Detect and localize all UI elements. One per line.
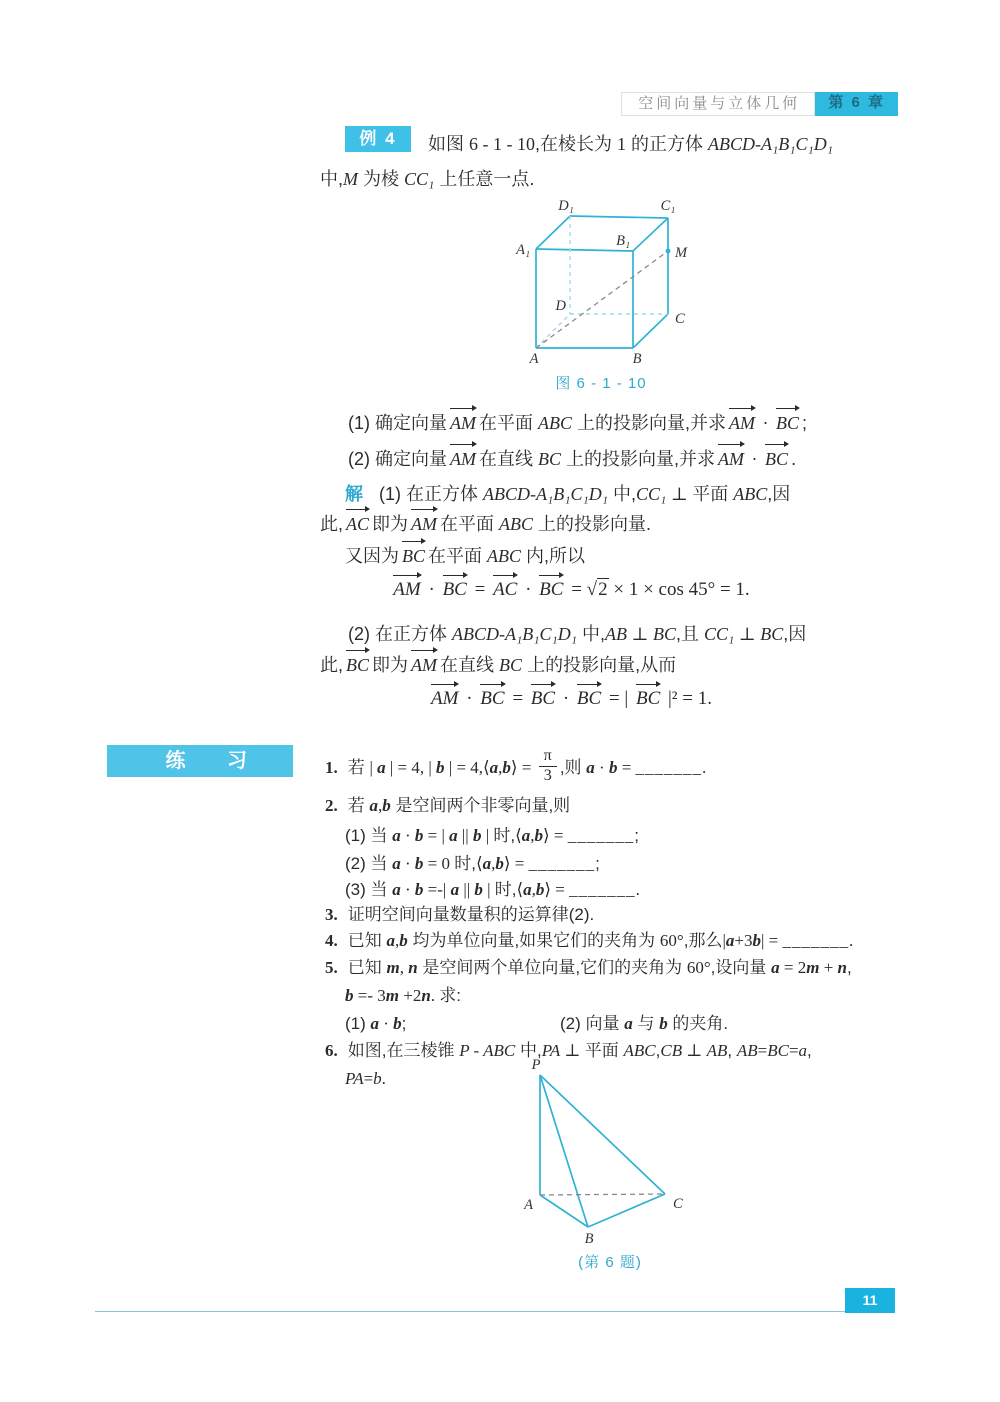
text-segment: · — [379, 1014, 394, 1033]
vector-BC: BC — [480, 686, 504, 712]
text-segment: , — [727, 1041, 737, 1060]
exercise-4-text — [348, 931, 853, 950]
vector-AM: AM — [718, 446, 744, 472]
text-segment: , — [399, 958, 409, 977]
text-segment: 上的投影向量,并求 — [561, 449, 716, 469]
text-segment: BC — [652, 624, 676, 644]
text-segment: a — [725, 931, 735, 950]
text-segment: a — [392, 854, 401, 873]
solution-line-1b — [320, 511, 651, 537]
text-segment: 上的投影向量,从而 — [522, 655, 677, 675]
pyramid-label-B: B — [584, 1231, 594, 1247]
text-segment: , — [491, 854, 496, 873]
text-segment: 在平面 — [440, 514, 500, 534]
text-segment: ABC — [487, 546, 522, 566]
text-segment: AB — [736, 1041, 758, 1060]
text-segment: b — [436, 757, 445, 777]
text-segment: (2) 当 — [345, 854, 393, 873]
exercise-3 — [325, 902, 594, 927]
radicand: 2 — [598, 579, 608, 600]
text-segment: 在平面 — [479, 413, 539, 433]
text-segment: · — [594, 757, 609, 777]
text-segment: , — [498, 757, 503, 777]
cube-label-C: C — [675, 311, 685, 327]
text-segment: a — [482, 854, 492, 873]
exercise-4 — [325, 928, 853, 953]
text-segment: = — [363, 1069, 374, 1088]
text-segment: · — [520, 579, 537, 600]
text-segment: , — [655, 1041, 661, 1060]
page-header — [0, 92, 898, 116]
pyramid-solid-edges — [540, 1075, 665, 1227]
text-segment: , — [377, 796, 383, 815]
solution-formula-2 — [320, 686, 820, 712]
text-segment: n — [421, 986, 431, 1005]
exercise-4-number: 4. — [325, 931, 338, 950]
text-segment: a — [586, 757, 595, 777]
solution-line-2b — [320, 652, 676, 678]
text-segment: 即为 — [372, 655, 409, 675]
point-M-dot — [666, 249, 671, 254]
text-segment: b — [535, 880, 545, 899]
example-question-2 — [348, 446, 796, 472]
text-segment: 上的投影向量. — [533, 514, 652, 534]
text-segment: b — [752, 931, 761, 950]
text-segment: · — [400, 880, 415, 899]
text-segment: PA — [345, 1069, 364, 1088]
text-segment: , — [394, 931, 400, 950]
vector-AM: AM — [411, 511, 437, 537]
example-intro-line-1 — [428, 131, 833, 157]
text-segment: || — [457, 826, 473, 845]
text-segment: ⊥ — [666, 484, 693, 504]
text-segment: 是空间两个非零向量,则 — [390, 796, 571, 815]
pyramid-label-P: P — [531, 1057, 541, 1073]
text-segment: , — [847, 958, 852, 977]
example-intro-line-2 — [320, 166, 534, 192]
vector-AM: AM — [393, 577, 420, 603]
text-segment: b — [495, 854, 504, 873]
cube-label-M: M — [675, 245, 688, 261]
vector-BC: BC — [776, 410, 799, 436]
text-segment: AB — [605, 624, 628, 644]
text-segment: · — [400, 826, 415, 845]
solution-line-2a — [348, 621, 806, 647]
text-segment: ABCD-A₁B₁C₁D₁ — [483, 484, 609, 504]
exercise-5-part-2 — [560, 1011, 728, 1036]
vector-AM: AM — [431, 686, 458, 712]
vector-BC: BC — [346, 652, 369, 678]
solution-line-1a — [345, 481, 790, 507]
cube-label-B: B — [632, 351, 642, 367]
text-segment: CC₁ — [636, 484, 667, 504]
text-segment: 上任意一点. — [434, 169, 535, 189]
text-segment: b — [414, 826, 424, 845]
text-segment: 时, — [494, 880, 517, 899]
text-segment: ⊥ — [734, 624, 761, 644]
text-segment: 是空间两个单位向量,它们的夹角为 — [417, 958, 687, 977]
text-segment: ⟨ — [516, 880, 524, 899]
text-segment: a — [392, 826, 401, 845]
text-segment: P - ABC — [459, 1041, 516, 1060]
text-segment: ; — [634, 826, 639, 845]
text-segment: =-| — [423, 880, 451, 899]
text-segment: . — [702, 757, 707, 777]
text-segment: 中, — [515, 1041, 542, 1060]
pyramid-label-C: C — [673, 1196, 683, 1212]
text-segment: 在直线 — [440, 655, 500, 675]
text-segment: = — [617, 757, 636, 777]
vector-BC: BC — [636, 686, 660, 712]
exercise-3-text — [348, 905, 595, 924]
text-segment: ⟩ = — [544, 880, 570, 899]
cube-label-A1: A₁ — [516, 242, 530, 258]
text-segment: ; — [595, 854, 600, 873]
text-segment: (1) 确定向量 — [348, 413, 447, 433]
text-segment: CB — [660, 1041, 683, 1060]
text-segment: + — [819, 958, 838, 977]
text-segment: (2) 在正方体 — [348, 624, 453, 644]
text-segment: . — [430, 986, 440, 1005]
text-segment: b — [414, 854, 424, 873]
text-segment: ; — [802, 413, 808, 433]
text-segment: = | — [604, 688, 633, 709]
square-root — [587, 578, 609, 600]
exercise-1 — [325, 747, 707, 787]
exercise-5-line-2 — [345, 983, 461, 1008]
text-segment: 为棱 — [358, 169, 405, 189]
text-segment: 若 — [347, 796, 370, 815]
exercise-5-text — [348, 958, 852, 977]
text-segment: 中, — [608, 484, 637, 504]
text-segment: b — [393, 1014, 402, 1033]
text-segment: 已知 — [347, 931, 387, 950]
text-segment: _______ — [567, 826, 635, 845]
example-question-1 — [348, 410, 807, 436]
vector-BC: BC — [443, 577, 467, 603]
vector-BC: BC — [539, 577, 563, 603]
page-number-badge: 11 — [845, 1288, 895, 1313]
text-segment: , — [530, 826, 535, 845]
text-segment: 平面 — [692, 484, 734, 504]
text-segment: b — [345, 986, 354, 1005]
exercise-2-sub-3 — [345, 877, 640, 902]
text-segment: , — [807, 1041, 812, 1060]
pyramid-hidden-edge-AC — [540, 1194, 665, 1195]
text-segment: . — [635, 880, 640, 899]
exercise-2 — [325, 793, 570, 818]
text-segment: BC — [767, 1041, 789, 1060]
text-segment: , — [531, 880, 536, 899]
text-segment: a — [521, 826, 531, 845]
vector-BC: BC — [402, 543, 425, 569]
text-segment: n — [837, 958, 848, 977]
text-segment: a — [392, 880, 401, 899]
text-segment: _______ — [635, 757, 703, 777]
text-segment: 内,所以 — [521, 546, 586, 566]
text-segment: × 1 × cos 45° = 1. — [608, 579, 750, 600]
text-segment: 的正方体 — [626, 134, 709, 154]
text-segment: . — [848, 931, 854, 950]
text-segment: 与 — [632, 1014, 660, 1033]
text-segment: = — [757, 1041, 768, 1060]
text-segment: · — [758, 413, 774, 433]
solution-line-1c — [345, 543, 585, 569]
text-segment: a — [798, 1041, 808, 1060]
text-segment: · — [400, 854, 415, 873]
text-segment: 中, — [577, 624, 606, 644]
text-segment: b — [659, 1014, 668, 1033]
text-segment: || — [459, 880, 475, 899]
text-segment: ,在棱长为 — [535, 134, 618, 154]
text-segment: 均为单位向量,如果它们的夹角为 — [407, 931, 660, 950]
text-segment: 此, — [320, 514, 344, 534]
vector-AM: AM — [729, 410, 755, 436]
text-segment: _______ — [569, 880, 636, 899]
text-segment: ⊥ — [560, 1041, 585, 1060]
text-segment: 在平面 — [428, 546, 488, 566]
text-segment: 6 - 1 - 10 — [469, 134, 536, 154]
text-segment: ,那么 — [683, 931, 723, 950]
text-segment: PA — [541, 1041, 561, 1060]
cube-solid-edges — [536, 216, 668, 348]
text-segment: ,因 — [783, 624, 807, 644]
text-segment: ⊥ — [627, 624, 653, 644]
pyramid-figure — [500, 1057, 730, 1277]
text-segment: = 0 — [423, 854, 455, 873]
text-segment: ABC — [733, 484, 768, 504]
text-segment: a — [386, 931, 395, 950]
text-segment: a — [450, 880, 460, 899]
text-segment: b — [502, 757, 511, 777]
cube-label-B1: B₁ — [616, 233, 630, 249]
exercise-2-number: 2. — [325, 796, 338, 815]
text-segment: 如图,在三棱锥 — [347, 1041, 460, 1060]
text-segment: (1) 在正方体 — [379, 484, 484, 504]
text-segment: (1) — [345, 1014, 371, 1033]
text-segment: 平面 — [584, 1041, 624, 1060]
header-section-title: 空间向量与立体几何 — [621, 92, 815, 116]
text-segment: 中, — [320, 169, 344, 189]
text-segment: 在直线 — [479, 449, 539, 469]
vector-AC: AC — [493, 577, 517, 603]
exercise-5-number: 5. — [325, 958, 338, 977]
text-segment: n — [408, 958, 418, 977]
text-segment: | = 4,⟨ — [444, 757, 490, 777]
text-segment: |² = 1. — [663, 688, 712, 709]
text-segment: a — [370, 1014, 379, 1033]
cube-figure-caption: 图 6 - 1 - 10 — [555, 375, 647, 392]
exercise-6-line-2 — [345, 1066, 386, 1091]
text-segment: =- 3 — [353, 986, 386, 1005]
text-segment: m — [385, 986, 399, 1005]
text-segment: a — [369, 796, 378, 815]
text-segment: AB — [706, 1041, 728, 1060]
exercise-2-sub-2 — [345, 851, 600, 876]
text-segment: . — [381, 1069, 386, 1088]
cube-label-D1: D₁ — [558, 198, 574, 214]
text-segment: | — [722, 931, 726, 950]
text-segment: 如图 — [428, 134, 470, 154]
text-segment: · — [747, 449, 763, 469]
fraction-denominator: 3 — [543, 766, 552, 784]
text-segment: ABC — [499, 514, 534, 534]
header-chapter-badge: 第 6 章 — [815, 92, 898, 116]
text-segment: · — [558, 688, 574, 709]
exercise-2-text — [348, 796, 570, 815]
text-segment: ⟩ = — [543, 826, 568, 845]
text-segment: = — [788, 1041, 799, 1060]
text-segment: a — [449, 826, 458, 845]
text-segment: ⊥ — [682, 1041, 707, 1060]
text-segment: a — [624, 1014, 633, 1033]
text-segment: 的夹角. — [667, 1014, 729, 1033]
text-segment: BC — [499, 655, 523, 675]
text-segment: b — [534, 826, 543, 845]
text-segment: | — [482, 880, 495, 899]
text-segment: 证明空间向量数量积的运算律(2). — [347, 905, 595, 924]
text-segment: a — [771, 958, 780, 977]
text-segment: 即为 — [372, 514, 409, 534]
text-segment: M — [343, 169, 359, 189]
text-segment: b — [399, 931, 408, 950]
vector-AM: AM — [450, 410, 476, 436]
text-segment: CC₁ — [404, 169, 435, 189]
vector-BC: BC — [577, 686, 601, 712]
footer-rule — [95, 1311, 895, 1312]
text-segment: 又因为 — [345, 546, 399, 566]
text-segment: CC₁ — [704, 624, 735, 644]
text-segment: | = — [760, 931, 783, 950]
text-segment: = | — [423, 826, 450, 845]
exercise-6-number: 6. — [325, 1041, 338, 1060]
cube-label-A: A — [529, 351, 539, 367]
text-segment: a — [377, 757, 386, 777]
text-segment: ABCD-A₁B₁C₁D₁ — [708, 134, 834, 154]
text-segment: ,且 — [676, 624, 705, 644]
text-segment: (2) 向量 — [560, 1014, 625, 1033]
exercise-2-sub-1 — [345, 823, 639, 848]
text-segment: . — [791, 449, 797, 469]
exercise-1-number: 1. — [325, 757, 338, 777]
text-segment: ⟩ = — [510, 757, 536, 777]
text-segment: (3) 当 — [345, 880, 393, 899]
text-segment: m — [806, 958, 820, 977]
text-segment: b — [472, 826, 482, 845]
text-segment: 已知 — [347, 958, 387, 977]
text-segment: ⟩ = — [503, 854, 529, 873]
text-segment: +2 — [398, 986, 422, 1005]
text-segment: b — [474, 880, 483, 899]
cube-label-C1: C₁ — [660, 198, 676, 214]
solution-formula-1 — [320, 577, 820, 603]
text-segment: | — [481, 826, 494, 845]
text-segment: 时, — [493, 826, 516, 845]
text-segment: ⟨ — [515, 826, 522, 845]
text-segment: 时, — [454, 854, 476, 873]
pyramid-label-A: A — [524, 1197, 533, 1213]
text-segment: (1) 当 — [345, 826, 393, 845]
text-segment: _______ — [782, 931, 849, 950]
cube-label-D: D — [555, 298, 566, 314]
text-segment: b — [373, 1069, 382, 1088]
text-segment: ⟨ — [475, 854, 483, 873]
text-segment: = — [469, 579, 491, 600]
text-segment: 上的投影向量,并求 — [572, 413, 727, 433]
text-segment: b — [608, 757, 618, 777]
exercise-5 — [325, 955, 852, 980]
fraction — [539, 748, 557, 785]
text-segment: ABCD-A₁B₁C₁D₁ — [452, 624, 578, 644]
vector-AM: AM — [411, 652, 437, 678]
text-segment: ABC — [623, 1041, 656, 1060]
text-segment: a — [489, 757, 499, 777]
exercise-3-number: 3. — [325, 905, 338, 924]
text-segment: +3 — [734, 931, 753, 950]
text-segment: ,因 — [767, 484, 791, 504]
example-badge: 例 4 — [345, 126, 411, 152]
text-segment: 求: — [439, 986, 462, 1005]
vector-AC: AC — [346, 511, 369, 537]
text-segment: 1 — [617, 134, 627, 154]
vector-BC: BC — [531, 686, 555, 712]
text-segment: = — [566, 579, 587, 600]
text-segment: 60° — [659, 931, 684, 950]
solution-label: 解 — [345, 484, 363, 504]
text-segment: ; — [401, 1014, 407, 1033]
text-segment: | = 4, | — [385, 757, 437, 777]
text-segment: 60° — [686, 958, 711, 977]
text-segment: _______ — [528, 854, 596, 873]
vector-AM: AM — [450, 446, 476, 472]
text-segment: BC — [760, 624, 784, 644]
text-segment: b — [382, 796, 391, 815]
text-segment: ,设向量 — [710, 958, 772, 977]
text-segment: · — [461, 688, 478, 709]
text-segment: a — [523, 880, 532, 899]
exercise-5-part-1 — [345, 1011, 406, 1036]
text-segment: ,则 — [559, 757, 587, 777]
text-segment: m — [386, 958, 400, 977]
pyramid-figure-caption: (第 6 题) — [578, 1254, 642, 1271]
exercise-1-text — [347, 747, 707, 784]
text-segment: 此, — [320, 655, 344, 675]
text-segment: = 2 — [779, 958, 807, 977]
text-segment: · — [423, 579, 440, 600]
solution-1a-text — [379, 484, 790, 504]
fraction-numerator: π — [539, 748, 557, 767]
text-segment: (2) 确定向量 — [348, 449, 447, 469]
radical-sign: √ — [586, 579, 598, 600]
text-segment: | — [369, 757, 378, 777]
practice-section-badge: 练 习 — [107, 745, 293, 777]
text-segment: = — [507, 688, 528, 709]
vector-BC: BC — [765, 446, 788, 472]
text-segment: ABC — [538, 413, 573, 433]
text-segment: BC — [538, 449, 562, 469]
cube-figure — [488, 196, 718, 396]
text-segment: 若 — [347, 757, 370, 777]
text-segment: b — [414, 880, 424, 899]
